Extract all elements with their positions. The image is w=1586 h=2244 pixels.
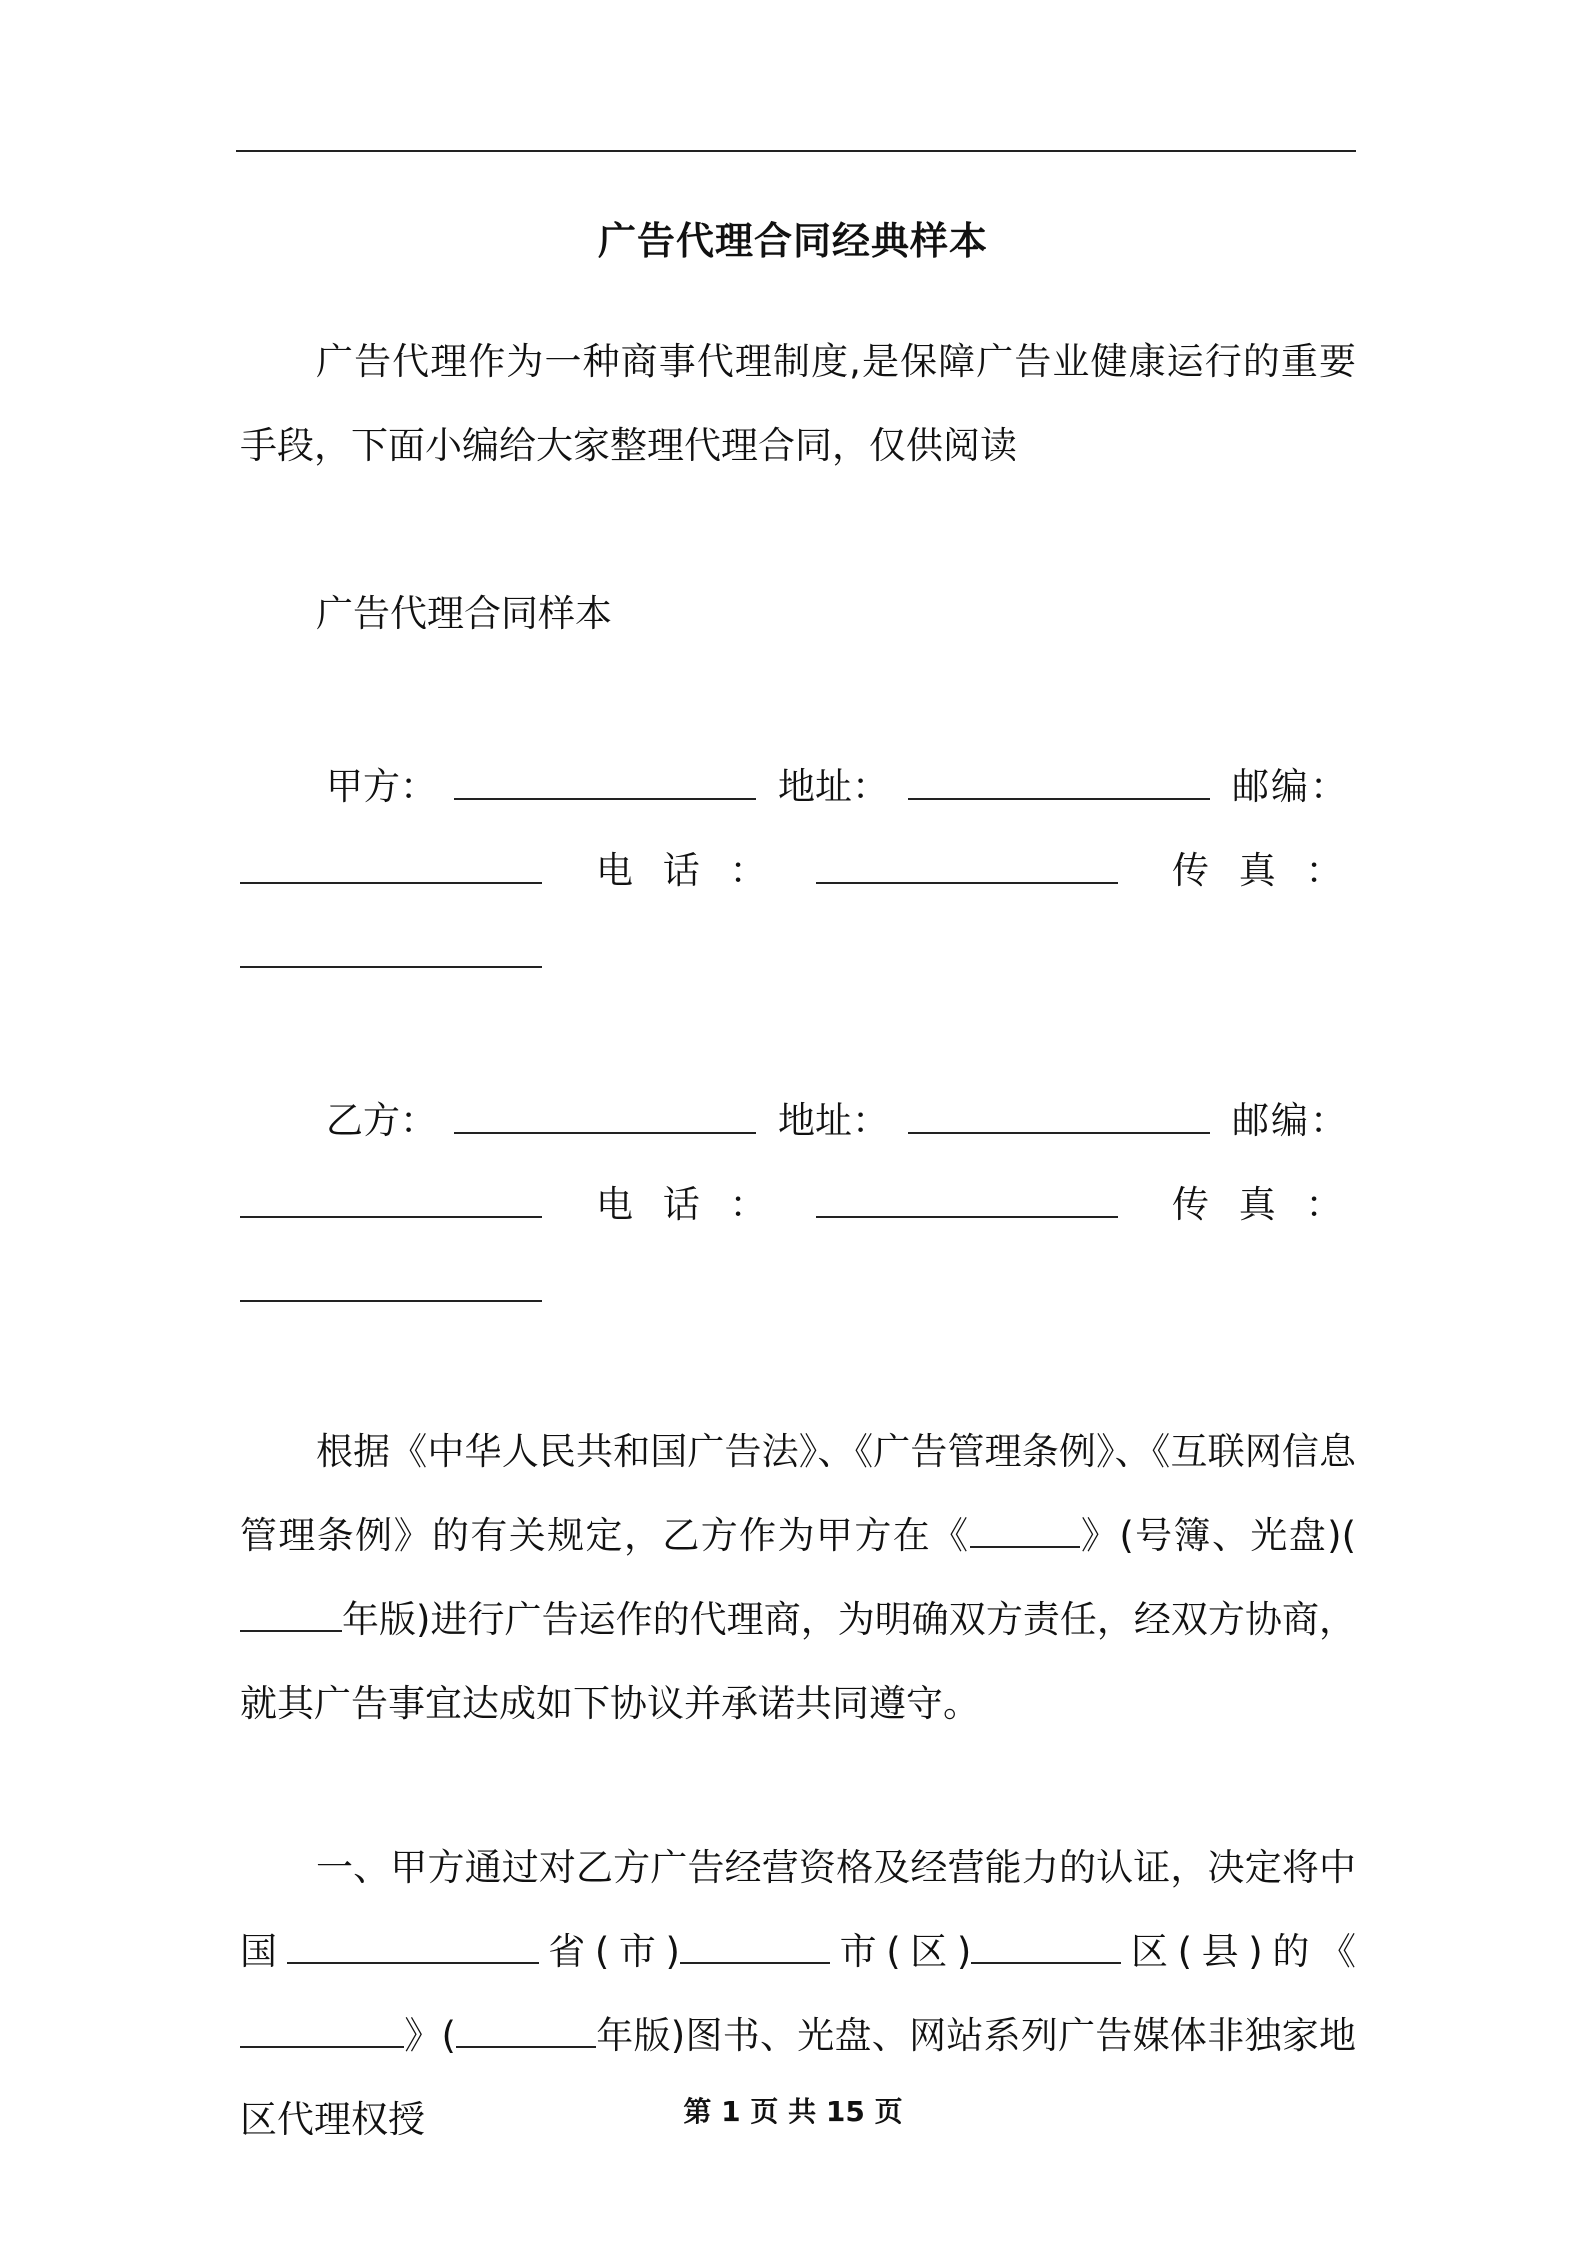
party-a-fax-blank[interactable] [240, 924, 542, 968]
party-a-postcode-blank[interactable] [240, 840, 542, 884]
basis-text-3: 年版)进行广告运作的代理商，为明确双方责任，经双方协商，就其广告事宜达成如下协议并承诺共同遵守。 [240, 1598, 1356, 1725]
clause-1-year-blank[interactable] [456, 2010, 596, 2048]
party-b-fax-blank[interactable] [240, 1258, 542, 1302]
clause-1-text-3: 市(区) [830, 1930, 972, 1973]
party-a-address-label: 地址： [778, 765, 889, 808]
document-title: 广告代理合同经典样本 [597, 219, 988, 263]
basis-text-2: 》(号簿、光盘)( [1079, 1514, 1357, 1557]
clause-1-city-blank[interactable] [680, 1926, 830, 1964]
clause-1-media-blank[interactable] [240, 2010, 404, 2048]
header-rule [236, 150, 1356, 152]
party-a-row-2 [240, 832, 1356, 892]
party-b-postcode-label: 邮编： [1232, 1099, 1349, 1142]
party-a-address-blank[interactable] [908, 756, 1210, 800]
party-b-name-blank[interactable] [454, 1090, 756, 1134]
party-b-phone-blank[interactable] [816, 1174, 1118, 1218]
clause-1-text-4: 区(县)的《 [1121, 1930, 1356, 1973]
party-a-fax-label: 传 真 ： [1172, 849, 1343, 892]
basis-paragraph [240, 1410, 1356, 1746]
party-a-row-1 [240, 748, 1356, 808]
party-a-phone-blank[interactable] [816, 840, 1118, 884]
basis-text-1: 根据《中华人民共和国广告法》、《广告管理条例》、《互联网信息管理条例》的有关规定，乙方作为甲方在《 [240, 1430, 1356, 1557]
party-b-phone-label: 电 话 ： [596, 1183, 767, 1226]
party-a-postcode-label: 邮编： [1232, 765, 1349, 808]
party-a-name-blank[interactable] [454, 756, 756, 800]
intro-paragraph: 广告代理作为一种商事代理制度,是保障广告业健康运行的重要手段，下面小编给大家整理代理合同，仅供阅读 [240, 340, 1356, 467]
clause-1-text-5: 》( [404, 2014, 456, 2057]
clause-1-text-2: 省(市) [538, 1930, 680, 1973]
party-b-address-blank[interactable] [908, 1090, 1210, 1134]
party-b-address-label: 地址： [778, 1099, 889, 1142]
party-a-row-3 [240, 916, 1356, 976]
party-b-row-1 [240, 1082, 1356, 1142]
party-a-phone-label: 电 话 ： [596, 849, 767, 892]
clause-1-province-blank[interactable] [287, 1926, 539, 1964]
clause-1-district-blank[interactable] [971, 1926, 1121, 1964]
party-b-postcode-blank[interactable] [240, 1174, 542, 1218]
party-a-label: 甲方： [326, 765, 437, 808]
clause-1-text-6: 年版)图书、光盘、网站系列广告媒体非独家地区代理权授 [240, 2014, 1356, 2141]
clause-1-text-1: 一、甲方通过对乙方广告经营资格及经营能力的认证，决定将中国 [240, 1846, 1356, 1973]
party-b-label: 乙方： [326, 1099, 437, 1142]
party-b-row-3 [240, 1250, 1356, 1310]
basis-year-blank[interactable] [240, 1594, 342, 1632]
party-b-fax-label: 传 真 ： [1172, 1183, 1343, 1226]
basis-media-blank[interactable] [970, 1510, 1080, 1548]
page-footer: 第 1 页 共 15 页 [683, 2095, 903, 2128]
subtitle: 广告代理合同样本 [316, 592, 612, 635]
party-b-row-2 [240, 1166, 1356, 1226]
